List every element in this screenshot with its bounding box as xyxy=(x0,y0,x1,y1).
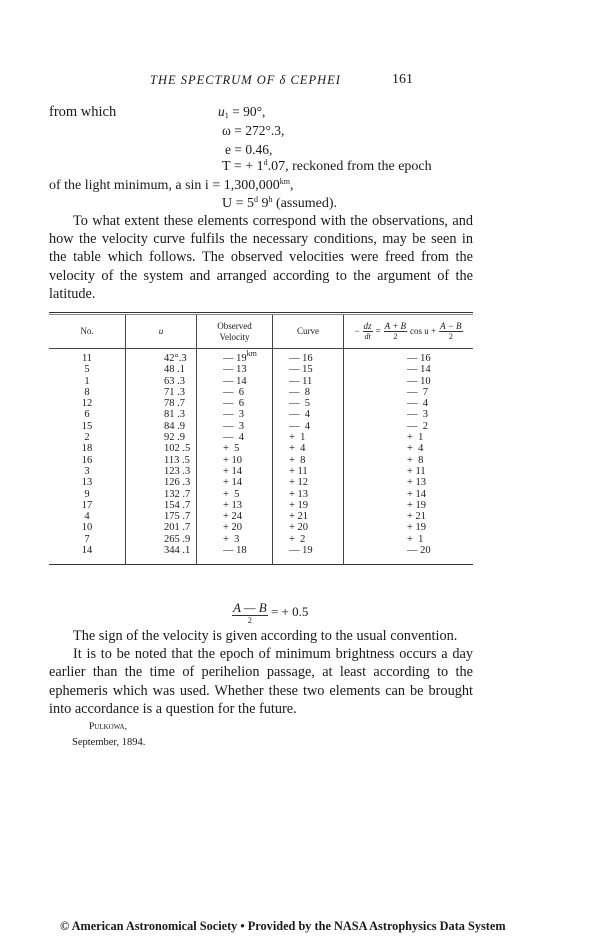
cell-u: 84 .9 xyxy=(164,420,185,432)
cell-computed: + 19 xyxy=(407,522,427,534)
result-equation xyxy=(232,600,308,626)
cell-curve: — 4 xyxy=(289,409,310,421)
u1-symbol: u xyxy=(218,104,225,119)
formula-dz-dt xyxy=(363,321,373,342)
result-fraction xyxy=(232,600,268,626)
cell-curve: + 13 xyxy=(289,488,309,500)
cell-observed: — 6 xyxy=(223,386,244,398)
cell-computed: — 16 xyxy=(407,353,431,364)
cell-observed: — 4 xyxy=(223,432,244,444)
cell-curve: — 5 xyxy=(289,398,310,410)
cell-no: 17 xyxy=(81,499,93,511)
cell-observed: — $19^{km}$ xyxy=(223,349,257,364)
U-value: U = 5 xyxy=(222,196,255,211)
cell-u: 113 .5 xyxy=(164,454,190,466)
U-unit-hours: h xyxy=(268,195,273,204)
cell-u: 81 .3 xyxy=(164,409,185,421)
column-u xyxy=(126,353,196,556)
cell-no: 2 xyxy=(84,432,90,444)
asini-value: of the light minimum, a sin i = 1,300,000 xyxy=(49,178,280,193)
cell-no: 5 xyxy=(84,364,90,376)
header-observed-velocity: Observed Velocity xyxy=(217,320,252,342)
cell-observed: + 5 xyxy=(223,488,240,500)
cell-computed: + 4 xyxy=(407,443,424,455)
running-title: THE SPECTRUM OF δ CEPHEI xyxy=(150,73,341,87)
formula-dz: dz xyxy=(363,321,372,331)
cell-curve: + 11 xyxy=(289,465,308,477)
cell-u: 48 .1 xyxy=(164,364,185,376)
formula-equals: = xyxy=(375,326,381,336)
U-note: (assumed). xyxy=(272,196,338,211)
signature-place: Pulkowa, xyxy=(89,722,127,732)
T-description: .07, reckoned from the epoch xyxy=(267,159,432,174)
cell-no: 6 xyxy=(84,409,90,421)
cell-observed: + 3 xyxy=(223,533,240,545)
cell-observed: + 20 xyxy=(223,522,243,534)
cell-computed: + 21 xyxy=(407,511,427,523)
element-asini xyxy=(49,178,293,194)
cell-computed: + 1 xyxy=(407,533,424,545)
formula-dt: dt xyxy=(364,332,371,341)
cell-u: 344 .1 xyxy=(164,545,191,557)
formula-amb-num: A − B xyxy=(440,321,462,331)
cell-u: 42°.3 xyxy=(164,353,187,364)
cell-computed: — 14 xyxy=(407,364,431,376)
element-e: e = 0.46, xyxy=(225,142,273,157)
cell-observed: + 13 xyxy=(223,499,243,511)
cell-computed: — 3 xyxy=(407,409,428,421)
cell-u: 78 .7 xyxy=(164,398,185,410)
footer-credit: © American Astronomical Society • Provided by the NASA Astrophysics Data System xyxy=(60,919,506,933)
cell-no: 4 xyxy=(84,511,90,523)
cell-observed: + 10 xyxy=(223,454,243,466)
T-unit: d xyxy=(263,158,268,167)
cell-computed: — 2 xyxy=(407,420,428,432)
cell-no: 13 xyxy=(81,477,93,489)
cell-observed: + 24 xyxy=(223,511,243,523)
cell-computed: — 20 xyxy=(407,545,431,557)
cell-computed: + 14 xyxy=(407,488,427,500)
element-omega: ω = 272°.3, xyxy=(222,123,285,138)
cell-observed: + 14 xyxy=(223,477,243,489)
cell-curve: + 12 xyxy=(289,477,309,489)
cell-computed: — 7 xyxy=(407,386,428,398)
cell-computed: + 11 xyxy=(407,465,426,477)
intro-text: from which xyxy=(49,104,117,120)
cell-no: 7 xyxy=(84,533,90,545)
cell-u: 63 .3 xyxy=(164,375,185,387)
paragraph-2 xyxy=(49,627,473,718)
unit-km: km xyxy=(246,349,257,358)
cell-u: 175 .7 xyxy=(164,511,191,523)
column-no xyxy=(49,353,125,556)
cell-no: 14 xyxy=(81,545,93,557)
cell-u: 265 .9 xyxy=(164,533,191,545)
formula-apb-num: A + B xyxy=(384,321,407,331)
u1-value: = 90°, xyxy=(232,104,266,119)
cell-u: 92 .9 xyxy=(164,432,185,444)
cell-no: 18 xyxy=(81,443,93,455)
element-U xyxy=(222,196,337,212)
cell-no: 1 xyxy=(84,375,90,387)
cell-u: 102 .5 xyxy=(164,443,191,455)
formula-cos: cos u + xyxy=(410,326,437,336)
cell-curve: + 19 xyxy=(289,499,309,511)
asini-unit: km xyxy=(279,177,290,186)
cell-computed: + 8 xyxy=(407,454,424,466)
column-observed xyxy=(197,349,272,557)
table-header-rule xyxy=(49,348,473,349)
cell-no: 16 xyxy=(81,454,93,466)
paragraph-1-text: To what extent these elements correspond with the observations, and how the velocity curve fulfils the necessary conditions, may be seen in the table which follows. The observed velocities were freed from the velocity of the system and arranged according to the argument of the latitude. xyxy=(49,213,473,302)
T-value: T = + 1 xyxy=(222,159,264,174)
cell-curve: + 1 xyxy=(289,432,306,444)
cell-computed: — 10 xyxy=(407,375,431,387)
cell-u: 132 .7 xyxy=(164,488,191,500)
formula-minus: − xyxy=(354,326,360,336)
cell-no: 3 xyxy=(84,465,90,477)
cell-u: 154 .7 xyxy=(164,499,191,511)
cell-observed: + 5 xyxy=(223,443,240,455)
result-numerator: A — B xyxy=(233,600,267,615)
asini-comma: , xyxy=(289,178,294,193)
cell-curve: + 2 xyxy=(289,533,306,545)
formula-a-plus-b xyxy=(384,321,407,342)
element-T xyxy=(222,159,432,175)
cell-curve: — 15 xyxy=(289,364,313,376)
header-curve: Curve xyxy=(297,326,319,336)
U-hours: 9 xyxy=(258,196,269,211)
header-u: u xyxy=(158,326,164,336)
cell-no: 10 xyxy=(81,522,93,534)
cell-u: 123 .3 xyxy=(164,465,191,477)
element-u1 xyxy=(218,104,265,120)
cell-curve: — 4 xyxy=(289,420,310,432)
cell-observed: — 3 xyxy=(223,420,244,432)
cell-computed: + 19 xyxy=(407,499,427,511)
cell-observed: — 3 xyxy=(223,409,244,421)
cell-curve: + 8 xyxy=(289,454,306,466)
cell-no: 9 xyxy=(84,488,90,500)
table-bottom-rule xyxy=(49,564,473,565)
cell-observed: — 13 xyxy=(223,364,247,376)
cell-curve: — 19 xyxy=(289,545,313,557)
cell-no: 12 xyxy=(81,398,93,410)
cell-observed: — 14 xyxy=(223,375,247,387)
cell-no: 8 xyxy=(84,386,90,398)
cell-curve: — 11 xyxy=(289,375,313,387)
paragraph-1 xyxy=(49,212,473,303)
formula-amb-den: 2 xyxy=(448,332,453,341)
cell-u: 71 .3 xyxy=(164,386,185,398)
formula-a-minus-b xyxy=(439,321,462,342)
cell-computed: + 13 xyxy=(407,477,427,489)
cell-u: 201 .7 xyxy=(164,522,191,534)
cell-u: 126 .3 xyxy=(164,477,191,489)
column-computed xyxy=(344,353,473,556)
U-unit-days: d xyxy=(254,195,259,204)
signature-date: September, 1894. xyxy=(72,737,146,748)
cell-no: 15 xyxy=(81,420,93,432)
page-number: 161 xyxy=(392,72,413,87)
formula-apb-den: 2 xyxy=(393,332,398,341)
u1-subscript: 1 xyxy=(224,111,229,120)
cell-curve: + 20 xyxy=(289,522,309,534)
cell-curve: — 16 xyxy=(289,353,313,364)
cell-curve: + 21 xyxy=(289,511,309,523)
cell-computed: — 4 xyxy=(407,398,428,410)
header-formula xyxy=(344,315,473,348)
cell-curve: — 8 xyxy=(289,386,310,398)
paragraph-2-text: The sign of the velocity is given according to the usual convention. xyxy=(73,628,458,644)
cell-observed: + 14 xyxy=(223,465,243,477)
cell-curve: + 4 xyxy=(289,443,306,455)
paragraph-3-text: It is to be noted that the epoch of minimum brightness occurs a day earlier than the time of perihelion passage, at least according to the ephemeris which was used. Whether these two elements can be brought into accordance is a question for the future. xyxy=(49,646,473,717)
header-no: No. xyxy=(80,326,94,336)
cell-computed: + 1 xyxy=(407,432,424,444)
result-denominator: 2 xyxy=(247,616,252,625)
cell-observed: — 18 xyxy=(223,545,247,557)
cell-no: 11 xyxy=(81,353,93,364)
table-top-rule xyxy=(49,312,473,313)
result-value: = + 0.5 xyxy=(270,603,309,619)
column-curve xyxy=(273,353,343,556)
cell-observed: — 6 xyxy=(223,398,244,410)
